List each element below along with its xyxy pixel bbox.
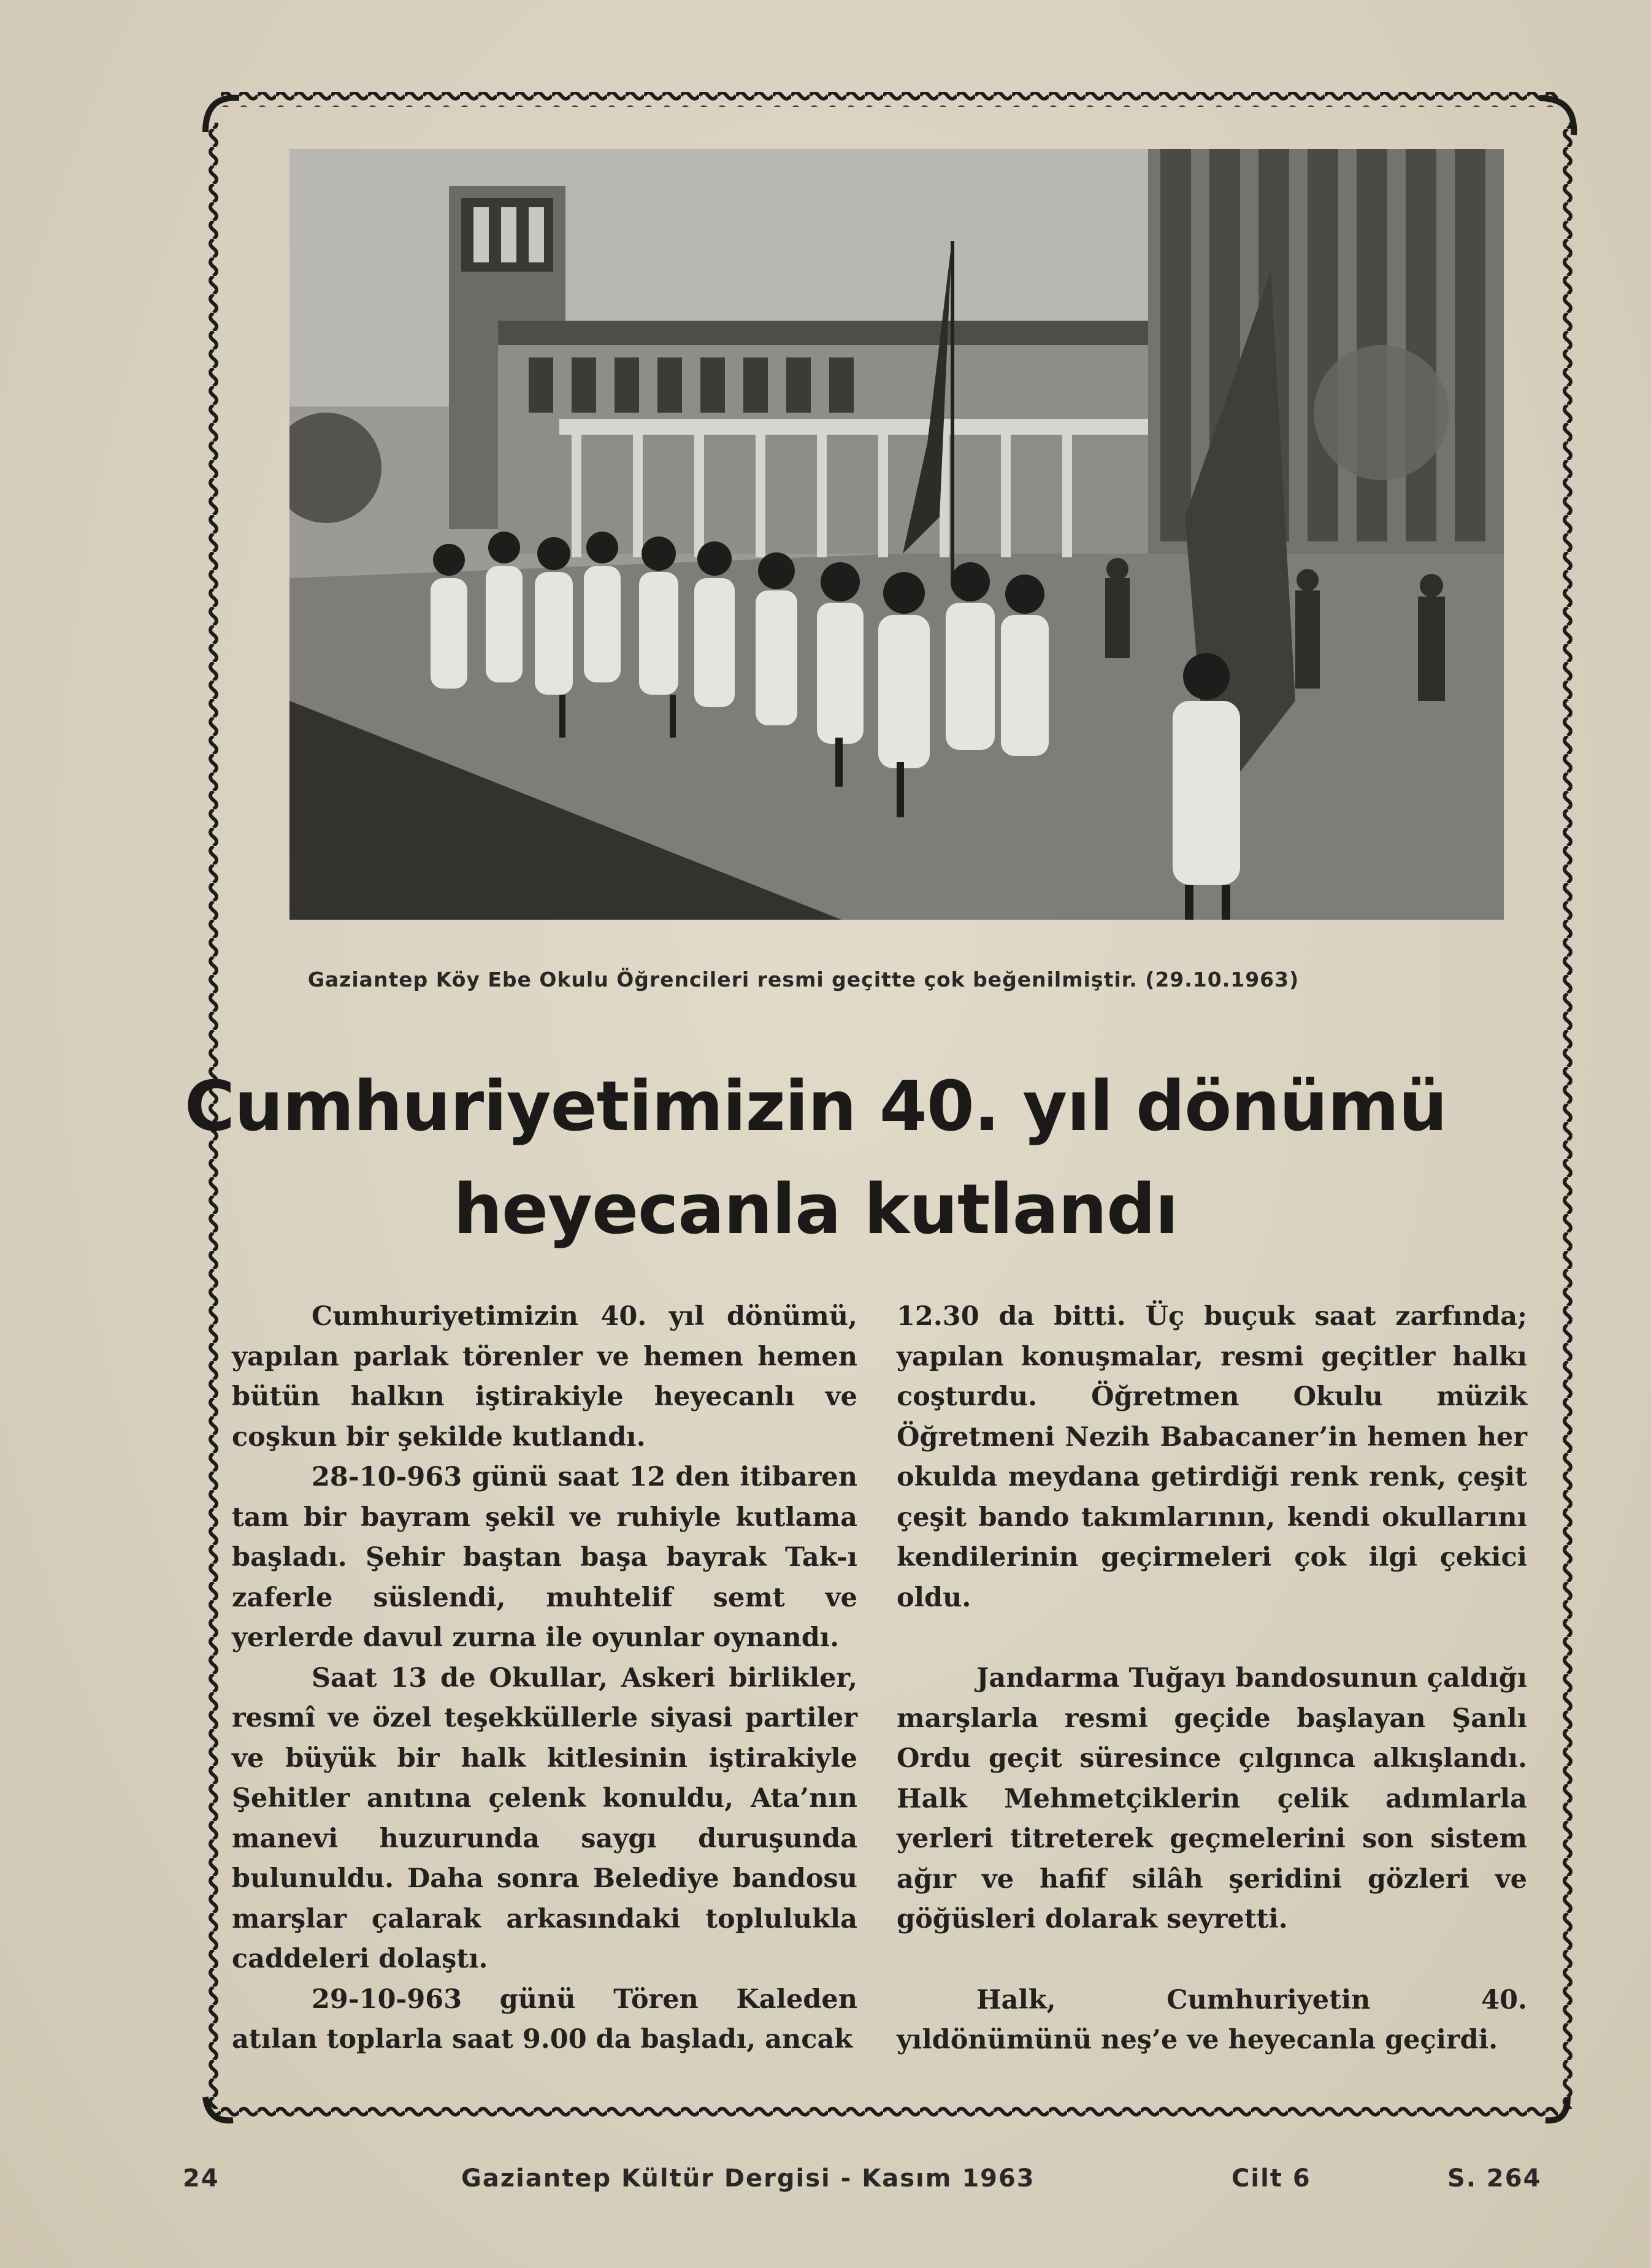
paragraph: 28-10-963 günü saat 12 den itibaren tam bir bayram şekil ve ruhiyle kutlama başladı. Şehir baştan başa bayrak Tak-ı zaferle süslendi, muhtelif semt ve yerlerde davul zurna ile oyunlar oynandı. xyxy=(232,1462,857,1653)
photo-caption: Gaziantep Köy Ebe Okulu Öğrencileri resmi geçitte çok beğenilmiştir. (29.10.1963) xyxy=(307,968,1300,991)
paragraph: Jandarma Tuğayı bandosunun çaldığı marşlarla resmi geçide başlayan Şanlı Ordu geçit süresince çılgınca alkışlandı. Halk Mehmetçiklerin çelik adımlarla yerleri titreterek geçmelerini son sistem ağır ve hafif silâh şeridini gözleri ve göğüsleri dolarak seyretti. xyxy=(897,1663,1527,1934)
article-right-column xyxy=(897,1297,1527,2061)
publication-title: Gaziantep Kültür Dergisi - Kasım 1963 xyxy=(461,2164,1035,2193)
paragraph: 12.30 da bitti. Üç buçuk saat zarfında; yapılan konuşmalar, resmi geçitler halkı coşturdu. Öğretmen Okulu müzik Öğretmeni Nezih Babacaner’in hemen her okulda meydana getirdiği renk renk, çeşit çeşit bando takımlarının, kendi okullarını kendilerinin geçirmeleri çok ilgi çekici oldu. xyxy=(897,1301,1527,1613)
paragraph: 29-10-963 günü Tören Kaleden atılan toplarla saat 9.00 da başladı, ancak xyxy=(232,1984,857,2055)
volume-number: Cilt 6 xyxy=(1232,2164,1311,2193)
parade-photograph xyxy=(289,149,1504,920)
headline-line-2: heyecanla kutlandı xyxy=(453,1170,1178,1250)
issue-number: S. 264 xyxy=(1447,2164,1542,2193)
paragraph: Cumhuriyetimizin 40. yıl dönümü, yapılan parlak törenler ve hemen hemen bütün halkın iştirakiyle heyecanlı ve coşkun bir şekilde kutlandı. xyxy=(232,1301,857,1453)
page-number: 24 xyxy=(183,2164,220,2193)
article-left-column xyxy=(232,1297,857,2060)
paragraph: Saat 13 de Okullar, Askeri birlikler, resmî ve özel teşekküllerle siyasi partiler ve büyük bir halk kitlesinin iştirakiyle Şehitler anıtına çelenk konuldu, Ata’nın manevi huzurunda saygı duruşunda bulunuldu. Daha sonra Belediye bandosu marşlar çalarak arkasındaki toplulukla caddeleri dolaştı. xyxy=(232,1662,857,1974)
paragraph: Halk, Cumhuriyetin 40. yıldönümünü neş’e ve heyecanla geçirdi. xyxy=(897,1984,1527,2055)
headline-line-1: Cumhuriyetimizin 40. yıl dönümü xyxy=(184,1067,1447,1147)
